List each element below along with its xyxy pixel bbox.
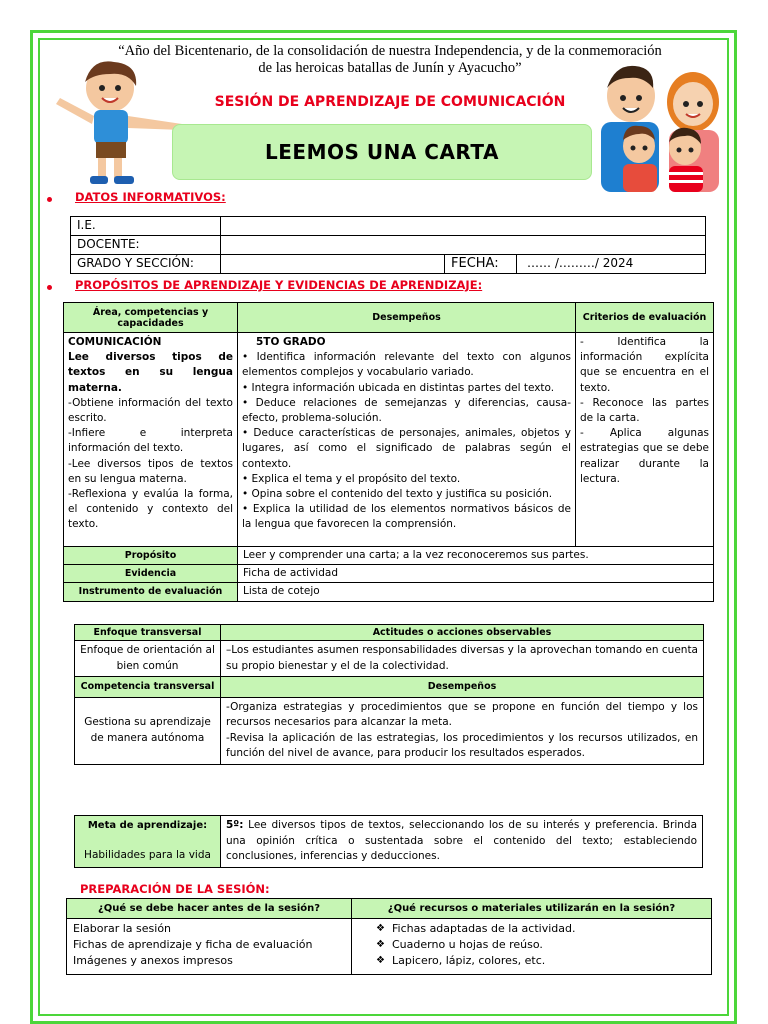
col-desempenos: Desempeños [238, 303, 576, 333]
col-antes: ¿Qué se debe hacer antes de la sesión? [67, 899, 352, 919]
evidencia-value: Ficha de actividad [238, 565, 714, 583]
criterio-item: - Identifica la información explícita que se encuentra en el texto. [580, 336, 709, 394]
instrumento-label: Instrumento de evaluación [64, 583, 238, 601]
grado-value [221, 255, 445, 274]
datos-table [70, 216, 706, 274]
list-item: Imágenes y anexos impresos [73, 954, 233, 967]
col-area: Área, competencias y capacidades [64, 303, 238, 333]
table-header-row [64, 303, 714, 333]
meta-sublabel: Habilidades para la vida [84, 848, 211, 861]
ie-label: I.E. [71, 217, 221, 236]
quote-line-2: de las heroicas batallas de Junín y Ayacucho” [258, 60, 522, 76]
desempeno-item: • Opina sobre el contenido del texto y justifica su posición. [242, 488, 553, 501]
propositos-table [63, 302, 714, 602]
list-item-text: Lapicero, lápiz, colores, etc. [392, 954, 546, 967]
table-header-row [75, 677, 704, 698]
table-row [67, 919, 712, 975]
table-row [64, 565, 714, 583]
evidencia-label: Evidencia [64, 565, 238, 583]
enfoque-text: –Los estudiantes asumen responsabilidades diversas y la aprovechan tomando en cuenta su propio bienestar y el de la colectividad. [221, 641, 704, 677]
table-row [71, 236, 706, 255]
col-recursos: ¿Qué recursos o materiales utilizarán en la sesión? [352, 899, 712, 919]
meta-text: Lee diversos tipos de textos, seleccionando los de su interés y preferencia. Brinda una opinión crítica o sustentada sobre el contenido del texto; estableciendo conclusiones, inferencias y deducciones. [226, 819, 697, 862]
list-item [374, 921, 705, 937]
bicentenario-quote [70, 43, 710, 77]
capacidad-item: -Obtiene información del texto escrito. [68, 396, 233, 425]
table-row [75, 641, 704, 677]
col-competencia: Competencia transversal [75, 677, 221, 698]
competencia-desempenos [221, 697, 704, 764]
table-row [75, 816, 703, 868]
table-row [64, 583, 714, 601]
area-title: COMUNICACIÓN [68, 336, 162, 348]
competencia-text: -Organiza estrategias y procedimientos que se propone en función del tiempo y los recursos necesarios para alcanzar la meta. [226, 700, 698, 728]
desempeno-item: • Deduce características de personajes, animales, objetos y lugares, así como el significado de palabras según el contexto. [242, 427, 571, 470]
capacidad-item: -Infiere e interpreta información del texto. [68, 427, 233, 455]
proposito-value: Leer y comprender una carta; a la vez reconoceremos sus partes. [238, 547, 714, 565]
grade-label: 5TO GRADO [256, 336, 326, 348]
list-item-text: Fichas adaptadas de la actividad. [392, 922, 576, 935]
col-actitudes: Actitudes o acciones observables [221, 625, 704, 641]
fecha-value: …… /………/ 2024 [517, 255, 706, 274]
desempeno-item: • Identifica información relevante del texto con algunos elementos complejos y vocabulario variado. [242, 351, 571, 379]
desempeno-item: • Integra información ubicada en distintas partes del texto. [242, 381, 555, 394]
criterio-item: - Aplica algunas estrategias que se debe realizar durante la lectura. [580, 427, 709, 485]
area-competencia: Lee diversos tipos de textos en su lengua materna. [68, 351, 233, 394]
competencia-text: -Revisa la aplicación de las estrategias, los procedimientos y los recursos utilizados, en función del nivel de avance, para producir los resultados esperados. [226, 731, 698, 759]
meta-label: Meta de aprendizaje: [87, 820, 208, 831]
diamond-bullet-icon: ❖ [376, 939, 385, 950]
docente-label: DOCENTE: [71, 236, 221, 255]
meta-text-cell [221, 816, 703, 868]
table-row [71, 217, 706, 236]
table-header-row [75, 625, 704, 641]
list-item: Fichas de aprendizaje y ficha de evaluación [73, 938, 313, 951]
col-enfoque: Enfoque transversal [75, 625, 221, 641]
meta-label-cell [75, 816, 221, 868]
page-title: LEEMOS UNA CARTA [265, 140, 499, 164]
area-cell [64, 333, 238, 547]
table-row [64, 333, 714, 547]
desempeno-item: • Explica el tema y el propósito del texto. [242, 472, 461, 485]
col-criterios: Criterios de evaluación [576, 303, 714, 333]
meta-table [74, 815, 703, 868]
list-item [374, 937, 705, 953]
table-header-row [67, 899, 712, 919]
list-item [374, 953, 705, 969]
preparacion-table [66, 898, 712, 975]
docente-value [221, 236, 706, 255]
session-title: SESIÓN DE APRENDIZAJE DE COMUNICACIÓN [214, 94, 566, 110]
capacidad-item: -Reflexiona y evalúa la forma, el contenido y contexto del texto. [68, 488, 233, 531]
table-row [71, 255, 706, 274]
propositos-heading: PROPÓSITOS DE APRENDIZAJE Y EVIDENCIAS DE APRENDIZAJE: [75, 278, 483, 292]
table-row [64, 547, 714, 565]
desempeno-item: • Deduce relaciones de semejanzas y diferencias, causa-efecto, problema-solución. [242, 396, 571, 425]
diamond-bullet-icon: ❖ [376, 923, 385, 934]
desempenos-cell [238, 333, 576, 547]
diamond-bullet-icon: ❖ [376, 955, 385, 966]
meta-grade: 5º: [226, 819, 244, 831]
desempeno-item: • Explica la utilidad de los elementos normativos básicos de la lengua que favorecen la comprensión. [242, 503, 571, 531]
enfoque-name: Enfoque de orientación al bien común [75, 641, 221, 677]
datos-heading: DATOS INFORMATIVOS: [75, 190, 226, 204]
preparacion-heading: PREPARACIÓN DE LA SESIÓN: [80, 882, 270, 896]
recursos-list [374, 921, 705, 969]
boy-illustration [52, 58, 192, 190]
capacidad-item: -Lee diversos tipos de textos en su lengua materna. [68, 457, 233, 485]
criterio-item: - Reconoce las partes de la carta. [580, 396, 709, 425]
family-illustration [595, 58, 735, 194]
proposito-label: Propósito [64, 547, 238, 565]
antes-cell [67, 919, 352, 975]
bullet-dot [47, 285, 52, 290]
ie-value [221, 217, 706, 236]
bullet-dot [47, 197, 52, 202]
instrumento-value: Lista de cotejo [238, 583, 714, 601]
list-item: Elaborar la sesión [73, 922, 172, 935]
enfoque-table [74, 624, 704, 765]
grado-label: GRADO Y SECCIÓN: [71, 255, 221, 274]
quote-line-1: “Año del Bicentenario, de la consolidación de nuestra Independencia, y de la conmemoración [118, 43, 662, 59]
criterios-cell [576, 333, 714, 547]
list-item-text: Cuaderno u hojas de reúso. [392, 938, 543, 951]
recursos-cell [352, 919, 712, 975]
competencia-name: Gestiona su aprendizaje de manera autónoma [75, 697, 221, 764]
table-row [75, 697, 704, 764]
fecha-label: FECHA: [445, 255, 517, 274]
col-competencia-desempenos: Desempeños [221, 677, 704, 698]
